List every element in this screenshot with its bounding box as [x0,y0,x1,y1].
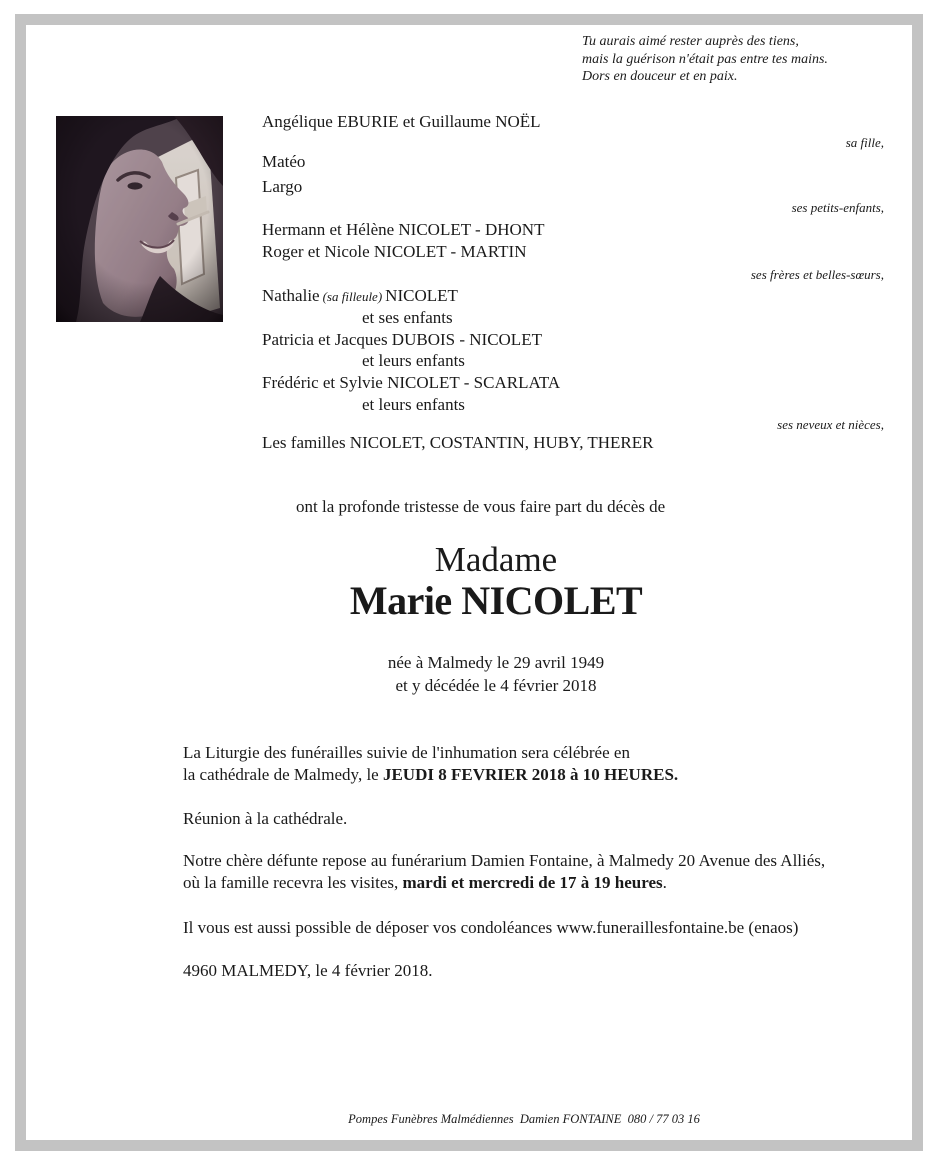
mourner-children-2: et leurs enfants [362,351,465,370]
city-date-line: 4960 MALMEDY, le 4 février 2018. [183,961,433,980]
relation-nieces-nephews: ses neveux et nièces, [777,417,884,432]
deceased-title: Madame [434,540,558,579]
relation-grandchildren: ses petits-enfants, [791,200,884,215]
birth-line: née à Malmedy le 29 avril 1949 [387,653,605,672]
repose-line-2 [183,872,825,894]
deceased-name: Marie NICOLET [349,578,643,623]
poem-line-1: Tu aurais aimé rester auprès des tiens, [582,34,799,49]
relation-daughter: sa fille, [845,135,884,150]
condolences-text: Il vous est aussi possible de déposer vos condoléances [183,918,557,937]
repose-line-2-end: . [662,873,667,892]
visit-times: mardi et mercredi de 17 à 19 heures [402,873,663,892]
repose-line-2-text: où la famille recevra les visites, [183,873,403,892]
funeral-home-footer: Pompes Funèbres Malmédiennes Damien FONTAINE 080 / 77 03 16 [348,1112,700,1126]
funeral-datetime: JEUDI 8 FEVRIER 2018 à 10 HEURES. [382,765,679,784]
reunion-paragraph: Réunion à la cathédrale. [183,809,348,828]
mourner-sibling-2: Roger et Nicole NICOLET - MARTIN [262,242,527,261]
relation-siblings: ses frères et belles-sœurs, [750,267,884,282]
birth-death-block [55,651,937,697]
mourner-grandchild-2: Largo [262,177,303,196]
repose-paragraph [183,850,825,894]
mourner-sibling-1: Hermann et Hélène NICOLET - DHONT [262,220,545,239]
condolences-paragraph [183,917,798,939]
mourner-nephew-1: Frédéric et Sylvie NICOLET - SCARLATA [262,373,561,392]
liturgy-paragraph [183,742,678,786]
condolences-suffix: (enaos) [744,918,799,937]
mourner-families: Les familles NICOLET, COSTANTIN, HUBY, THERER [262,433,654,452]
poem-line-3: Dors en douceur et en paix. [582,69,738,84]
goddaughter-note: (sa filleule) [322,289,383,304]
repose-line-1: Notre chère défunte repose au funérarium Damien Fontaine, à Malmedy 20 Avenue des Alliés, [183,851,826,870]
family-list [262,0,884,470]
poem-line-2: mais la guérison n'était pas entre tes mains. [582,51,828,67]
mourner-grandchild-1: Matéo [262,152,306,171]
condolences-url: www.funeraillesfontaine.be [556,918,745,937]
mourner-niece-1 [262,286,458,306]
mourner-daughter: Angélique EBURIE et Guillaume NOËL [262,112,541,131]
mourner-niece-2: Patricia et Jacques DUBOIS - NICOLET [262,330,542,349]
liturgy-line-2-text: la cathédrale de Malmedy, le [183,765,383,784]
announcement-intro: ont la profonde tristesse de vous faire part du décès de [296,497,666,516]
liturgy-line-1: La Liturgie des funérailles suivie de l'inhumation sera célébrée en [183,743,630,762]
mourner-children-1: et ses enfants [362,308,453,327]
mourner-niece-1-surname: NICOLET [385,286,458,305]
mourner-children-3: et leurs enfants [362,395,465,414]
mourner-niece-1-name: Nathalie [262,286,320,305]
liturgy-line-2 [183,764,678,786]
death-line: et y décédée le 4 février 2018 [395,676,597,695]
portrait-photo [56,116,223,322]
